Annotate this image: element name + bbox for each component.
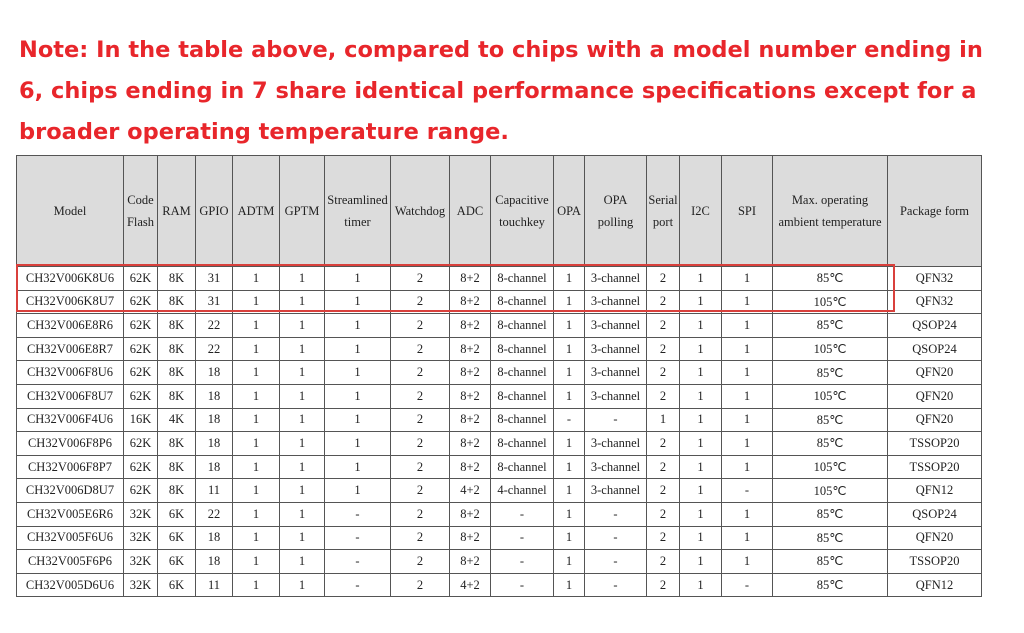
cell-streamlined-timer: 1: [325, 337, 391, 361]
cell-gpio: 18: [196, 432, 233, 456]
cell-adtm: 1: [233, 455, 280, 479]
cell-spi: 1: [722, 361, 773, 385]
cell-package-form: QSOP24: [888, 502, 982, 526]
cell-streamlined-timer: 1: [325, 408, 391, 432]
cell-gptm: 1: [280, 361, 325, 385]
cell-code-flash: 62K: [124, 384, 158, 408]
cell-max-temp: 85℃: [773, 573, 888, 597]
header-gptm: [280, 156, 325, 267]
cell-gpio: 18: [196, 408, 233, 432]
cell-i2c: 1: [680, 502, 722, 526]
cell-spi: 1: [722, 290, 773, 314]
cell-package-form: QSOP24: [888, 337, 982, 361]
cell-package-form: QFN32: [888, 267, 982, 291]
table-row: [17, 408, 982, 432]
cell-code-flash: 62K: [124, 479, 158, 503]
cell-adc: 8+2: [450, 267, 491, 291]
cell-gptm: 1: [280, 432, 325, 456]
cell-model: CH32V005F6U6: [17, 526, 124, 550]
cell-spi: 1: [722, 267, 773, 291]
header-label: RAM: [162, 204, 191, 218]
header-label: Package form: [899, 204, 970, 218]
cell-ram: 6K: [158, 573, 196, 597]
header-spi: [722, 156, 773, 267]
cell-max-temp: 85℃: [773, 526, 888, 550]
cell-model: CH32V006F8U6: [17, 361, 124, 385]
header-package-form: [888, 156, 982, 267]
cell-adtm: 1: [233, 550, 280, 574]
cell-max-temp: 105℃: [773, 384, 888, 408]
cell-opa: 1: [554, 455, 585, 479]
header-serial-port: [647, 156, 680, 267]
cell-opa: 1: [554, 384, 585, 408]
cell-gpio: 18: [196, 526, 233, 550]
cell-capacitive-touchkey: 8-channel: [491, 432, 554, 456]
table-row: [17, 267, 982, 291]
cell-serial-port: 2: [647, 290, 680, 314]
cell-package-form: QFN12: [888, 479, 982, 503]
cell-spi: 1: [722, 314, 773, 338]
header-capacitive-touchkey: [491, 156, 554, 267]
table-row: [17, 384, 982, 408]
cell-streamlined-timer: -: [325, 573, 391, 597]
header-label: I2C: [691, 204, 710, 218]
cell-adtm: 1: [233, 573, 280, 597]
cell-capacitive-touchkey: 8-channel: [491, 384, 554, 408]
cell-max-temp: 85℃: [773, 408, 888, 432]
cell-model: CH32V005E6R6: [17, 502, 124, 526]
cell-gptm: 1: [280, 384, 325, 408]
cell-opa-polling: -: [585, 502, 647, 526]
cell-capacitive-touchkey: 8-channel: [491, 267, 554, 291]
cell-spi: 1: [722, 455, 773, 479]
cell-watchdog: 2: [391, 290, 450, 314]
header-opa-polling: [585, 156, 647, 267]
header-gpio: [196, 156, 233, 267]
cell-i2c: 1: [680, 550, 722, 574]
cell-max-temp: 105℃: [773, 337, 888, 361]
cell-opa: 1: [554, 432, 585, 456]
cell-serial-port: 2: [647, 267, 680, 291]
header-label: OPA: [603, 193, 628, 207]
cell-streamlined-timer: 1: [325, 361, 391, 385]
cell-i2c: 1: [680, 526, 722, 550]
cell-adtm: 1: [233, 384, 280, 408]
header-streamlined-timer: [325, 156, 391, 267]
cell-adc: 8+2: [450, 337, 491, 361]
table-row: [17, 573, 982, 597]
header-opa: [554, 156, 585, 267]
cell-serial-port: 2: [647, 550, 680, 574]
cell-capacitive-touchkey: 8-channel: [491, 290, 554, 314]
header-label: Code: [127, 193, 154, 207]
cell-code-flash: 62K: [124, 290, 158, 314]
cell-adc: 8+2: [450, 550, 491, 574]
cell-capacitive-touchkey: -: [491, 573, 554, 597]
cell-spi: 1: [722, 526, 773, 550]
header-code-flash: [124, 156, 158, 267]
cell-package-form: TSSOP20: [888, 432, 982, 456]
cell-code-flash: 16K: [124, 408, 158, 432]
cell-opa-polling: -: [585, 573, 647, 597]
cell-serial-port: 2: [647, 384, 680, 408]
chip-spec-table: [16, 155, 982, 597]
header-label: OPA: [557, 204, 581, 218]
cell-spi: 1: [722, 502, 773, 526]
cell-opa-polling: -: [585, 526, 647, 550]
cell-gpio: 31: [196, 290, 233, 314]
cell-code-flash: 62K: [124, 361, 158, 385]
cell-gpio: 18: [196, 455, 233, 479]
header-label: port: [652, 215, 674, 229]
cell-opa: 1: [554, 526, 585, 550]
cell-streamlined-timer: 1: [325, 290, 391, 314]
cell-capacitive-touchkey: 8-channel: [491, 337, 554, 361]
cell-serial-port: 2: [647, 314, 680, 338]
cell-i2c: 1: [680, 432, 722, 456]
cell-opa: 1: [554, 573, 585, 597]
cell-ram: 8K: [158, 361, 196, 385]
cell-code-flash: 32K: [124, 526, 158, 550]
cell-adc: 8+2: [450, 408, 491, 432]
table-row: [17, 337, 982, 361]
cell-streamlined-timer: -: [325, 526, 391, 550]
cell-max-temp: 105℃: [773, 455, 888, 479]
cell-opa-polling: 3-channel: [585, 455, 647, 479]
cell-opa-polling: 3-channel: [585, 361, 647, 385]
header-label: ADTM: [237, 204, 275, 218]
cell-opa: 1: [554, 361, 585, 385]
cell-adc: 8+2: [450, 361, 491, 385]
cell-opa-polling: 3-channel: [585, 314, 647, 338]
cell-watchdog: 2: [391, 550, 450, 574]
cell-code-flash: 62K: [124, 432, 158, 456]
cell-adc: 8+2: [450, 526, 491, 550]
cell-max-temp: 85℃: [773, 432, 888, 456]
cell-serial-port: 2: [647, 479, 680, 503]
header-i2c: [680, 156, 722, 267]
cell-ram: 8K: [158, 267, 196, 291]
cell-spi: -: [722, 479, 773, 503]
cell-ram: 8K: [158, 290, 196, 314]
cell-max-temp: 85℃: [773, 314, 888, 338]
cell-opa-polling: 3-channel: [585, 267, 647, 291]
cell-opa: 1: [554, 479, 585, 503]
cell-adtm: 1: [233, 432, 280, 456]
table-row: [17, 479, 982, 503]
cell-package-form: QFN20: [888, 384, 982, 408]
cell-streamlined-timer: 1: [325, 455, 391, 479]
cell-serial-port: 2: [647, 337, 680, 361]
header-label: ambient temperature: [778, 215, 882, 229]
cell-code-flash: 62K: [124, 314, 158, 338]
cell-opa: 1: [554, 290, 585, 314]
cell-gpio: 18: [196, 361, 233, 385]
cell-serial-port: 2: [647, 526, 680, 550]
cell-model: CH32V006F8U7: [17, 384, 124, 408]
cell-package-form: QFN12: [888, 573, 982, 597]
cell-opa-polling: 3-channel: [585, 384, 647, 408]
cell-serial-port: 2: [647, 455, 680, 479]
cell-gpio: 22: [196, 502, 233, 526]
table-row: [17, 455, 982, 479]
cell-gptm: 1: [280, 550, 325, 574]
cell-i2c: 1: [680, 384, 722, 408]
cell-model: CH32V006D8U7: [17, 479, 124, 503]
cell-gptm: 1: [280, 290, 325, 314]
cell-opa-polling: 3-channel: [585, 337, 647, 361]
cell-gpio: 11: [196, 479, 233, 503]
cell-model: CH32V006K8U7: [17, 290, 124, 314]
cell-watchdog: 2: [391, 432, 450, 456]
cell-code-flash: 32K: [124, 550, 158, 574]
cell-streamlined-timer: 1: [325, 432, 391, 456]
cell-capacitive-touchkey: 4-channel: [491, 479, 554, 503]
note-text: Note: In the table above, compared to chips with a model number ending in 6, chips ending in 7 share identical performance specifications except for a broader operating temperature range.: [19, 37, 983, 145]
cell-gpio: 18: [196, 384, 233, 408]
cell-ram: 8K: [158, 479, 196, 503]
cell-streamlined-timer: 1: [325, 384, 391, 408]
header-label: ADC: [456, 204, 484, 218]
cell-serial-port: 1: [647, 408, 680, 432]
cell-spi: 1: [722, 384, 773, 408]
cell-i2c: 1: [680, 479, 722, 503]
cell-serial-port: 2: [647, 573, 680, 597]
cell-streamlined-timer: -: [325, 550, 391, 574]
cell-adc: 8+2: [450, 384, 491, 408]
cell-capacitive-touchkey: -: [491, 550, 554, 574]
table-row: [17, 314, 982, 338]
cell-package-form: QFN20: [888, 526, 982, 550]
cell-model: CH32V006F4U6: [17, 408, 124, 432]
cell-adtm: 1: [233, 526, 280, 550]
cell-max-temp: 105℃: [773, 290, 888, 314]
cell-adtm: 1: [233, 337, 280, 361]
cell-opa-polling: -: [585, 550, 647, 574]
cell-ram: 6K: [158, 550, 196, 574]
table-header-row: [17, 156, 982, 267]
cell-watchdog: 2: [391, 502, 450, 526]
cell-capacitive-touchkey: -: [491, 526, 554, 550]
cell-adc: 8+2: [450, 314, 491, 338]
cell-serial-port: 2: [647, 502, 680, 526]
cell-max-temp: 85℃: [773, 361, 888, 385]
cell-opa-polling: -: [585, 408, 647, 432]
cell-package-form: QFN32: [888, 290, 982, 314]
cell-adtm: 1: [233, 502, 280, 526]
header-label: Max. operating: [791, 193, 869, 207]
cell-ram: 8K: [158, 337, 196, 361]
cell-i2c: 1: [680, 337, 722, 361]
cell-capacitive-touchkey: 8-channel: [491, 455, 554, 479]
cell-gptm: 1: [280, 573, 325, 597]
cell-opa: 1: [554, 267, 585, 291]
spec-table-container: [16, 155, 982, 597]
cell-opa-polling: 3-channel: [585, 290, 647, 314]
cell-gptm: 1: [280, 337, 325, 361]
cell-spi: 1: [722, 408, 773, 432]
cell-gptm: 1: [280, 267, 325, 291]
header-label: touchkey: [499, 215, 545, 229]
cell-adtm: 1: [233, 290, 280, 314]
header-label: Watchdog: [394, 204, 446, 218]
cell-gptm: 1: [280, 314, 325, 338]
cell-i2c: 1: [680, 361, 722, 385]
cell-max-temp: 85℃: [773, 502, 888, 526]
cell-opa: 1: [554, 550, 585, 574]
cell-model: CH32V006E8R7: [17, 337, 124, 361]
cell-spi: 1: [722, 432, 773, 456]
cell-adtm: 1: [233, 479, 280, 503]
cell-adc: 4+2: [450, 573, 491, 597]
cell-max-temp: 85℃: [773, 550, 888, 574]
table-body: [17, 267, 982, 597]
cell-code-flash: 62K: [124, 337, 158, 361]
cell-capacitive-touchkey: 8-channel: [491, 314, 554, 338]
cell-watchdog: 2: [391, 408, 450, 432]
header-model: [17, 156, 124, 267]
cell-i2c: 1: [680, 267, 722, 291]
cell-ram: 8K: [158, 384, 196, 408]
cell-watchdog: 2: [391, 314, 450, 338]
header-label: GPTM: [284, 204, 320, 218]
cell-capacitive-touchkey: -: [491, 502, 554, 526]
cell-watchdog: 2: [391, 267, 450, 291]
table-row: [17, 432, 982, 456]
cell-opa: 1: [554, 337, 585, 361]
header-label: timer: [344, 215, 371, 229]
cell-opa: 1: [554, 314, 585, 338]
cell-adc: 8+2: [450, 502, 491, 526]
cell-code-flash: 62K: [124, 267, 158, 291]
cell-max-temp: 85℃: [773, 267, 888, 291]
header-label: polling: [597, 215, 634, 229]
header-label: GPIO: [199, 204, 229, 218]
cell-gptm: 1: [280, 526, 325, 550]
header-label: Streamlined: [327, 193, 388, 207]
cell-model: CH32V005F6P6: [17, 550, 124, 574]
header-label: Flash: [126, 215, 155, 229]
cell-adc: 4+2: [450, 479, 491, 503]
cell-watchdog: 2: [391, 526, 450, 550]
cell-model: CH32V006K8U6: [17, 267, 124, 291]
cell-i2c: 1: [680, 573, 722, 597]
cell-ram: 8K: [158, 314, 196, 338]
table-row: [17, 526, 982, 550]
header-watchdog: [391, 156, 450, 267]
cell-watchdog: 2: [391, 455, 450, 479]
cell-adtm: 1: [233, 267, 280, 291]
header-label: Model: [53, 204, 87, 218]
cell-model: CH32V005D6U6: [17, 573, 124, 597]
cell-ram: 6K: [158, 502, 196, 526]
cell-gpio: 31: [196, 267, 233, 291]
cell-capacitive-touchkey: 8-channel: [491, 408, 554, 432]
cell-ram: 8K: [158, 432, 196, 456]
cell-max-temp: 105℃: [773, 479, 888, 503]
cell-gptm: 1: [280, 502, 325, 526]
cell-watchdog: 2: [391, 573, 450, 597]
cell-streamlined-timer: 1: [325, 314, 391, 338]
cell-gpio: 22: [196, 314, 233, 338]
table-row: [17, 502, 982, 526]
cell-watchdog: 2: [391, 337, 450, 361]
cell-package-form: QSOP24: [888, 314, 982, 338]
cell-watchdog: 2: [391, 384, 450, 408]
cell-gpio: 11: [196, 573, 233, 597]
cell-ram: 8K: [158, 455, 196, 479]
cell-spi: 1: [722, 337, 773, 361]
cell-streamlined-timer: 1: [325, 267, 391, 291]
cell-i2c: 1: [680, 290, 722, 314]
cell-streamlined-timer: 1: [325, 479, 391, 503]
cell-gpio: 18: [196, 550, 233, 574]
cell-opa: 1: [554, 502, 585, 526]
cell-model: CH32V006F8P7: [17, 455, 124, 479]
cell-streamlined-timer: -: [325, 502, 391, 526]
cell-adc: 8+2: [450, 455, 491, 479]
header-ram: [158, 156, 196, 267]
cell-package-form: TSSOP20: [888, 455, 982, 479]
cell-code-flash: 32K: [124, 573, 158, 597]
cell-adtm: 1: [233, 361, 280, 385]
table-row: [17, 550, 982, 574]
header-adc: [450, 156, 491, 267]
cell-i2c: 1: [680, 408, 722, 432]
cell-package-form: QFN20: [888, 361, 982, 385]
cell-adc: 8+2: [450, 290, 491, 314]
cell-spi: 1: [722, 550, 773, 574]
cell-watchdog: 2: [391, 479, 450, 503]
cell-watchdog: 2: [391, 361, 450, 385]
cell-adtm: 1: [233, 408, 280, 432]
cell-ram: 6K: [158, 526, 196, 550]
cell-package-form: TSSOP20: [888, 550, 982, 574]
header-adtm: [233, 156, 280, 267]
cell-gptm: 1: [280, 408, 325, 432]
cell-gptm: 1: [280, 455, 325, 479]
cell-adc: 8+2: [450, 432, 491, 456]
table-row: [17, 290, 982, 314]
cell-capacitive-touchkey: 8-channel: [491, 361, 554, 385]
cell-opa: -: [554, 408, 585, 432]
cell-i2c: 1: [680, 314, 722, 338]
header-label: Serial: [648, 193, 678, 207]
cell-code-flash: 32K: [124, 502, 158, 526]
cell-gpio: 22: [196, 337, 233, 361]
header-label: SPI: [737, 204, 757, 218]
cell-i2c: 1: [680, 455, 722, 479]
cell-serial-port: 2: [647, 432, 680, 456]
cell-gptm: 1: [280, 479, 325, 503]
cell-opa-polling: 3-channel: [585, 432, 647, 456]
cell-adtm: 1: [233, 314, 280, 338]
cell-serial-port: 2: [647, 361, 680, 385]
cell-model: CH32V006F8P6: [17, 432, 124, 456]
cell-package-form: QFN20: [888, 408, 982, 432]
cell-ram: 4K: [158, 408, 196, 432]
cell-spi: -: [722, 573, 773, 597]
header-max-temp: [773, 156, 888, 267]
cell-code-flash: 62K: [124, 455, 158, 479]
table-row: [17, 361, 982, 385]
cell-model: CH32V006E8R6: [17, 314, 124, 338]
header-label: Capacitive: [495, 193, 549, 207]
cell-opa-polling: 3-channel: [585, 479, 647, 503]
